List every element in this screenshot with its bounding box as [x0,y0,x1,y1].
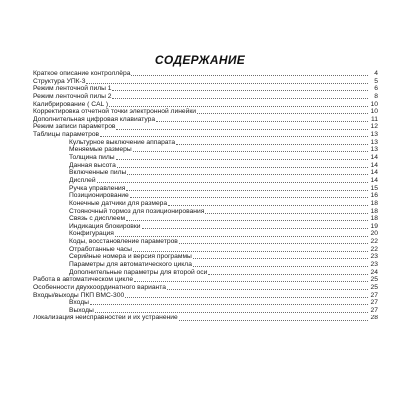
toc-entry[interactable] [33,315,378,323]
toc-entry-label: Связь с дисплеем [69,215,126,223]
toc-dot-leader [95,312,368,313]
toc-entry[interactable] [33,139,378,147]
toc-entry-label: Выходы [69,306,94,314]
toc-entry-page-number: 27 [370,299,378,307]
toc-entry-label: Локализация неисправностей и их устранение [33,314,178,322]
toc-dot-leader [126,220,368,221]
toc-entry-label: Ручка управления [69,184,126,192]
toc-dot-leader [142,228,368,229]
toc-dot-leader [197,113,368,114]
toc-entry[interactable] [33,101,378,109]
toc-entry[interactable] [33,261,378,269]
toc-entry[interactable] [33,154,378,162]
toc-entry-page-number: 10 [370,108,378,116]
toc-entry-label: Стояночный тормоз для позиционирования [69,207,205,215]
toc-entry[interactable] [33,177,378,185]
toc-dot-leader [130,197,368,198]
toc-entry[interactable] [33,116,378,124]
toc-dot-leader [90,304,368,305]
toc-dot-leader [179,243,368,244]
toc-entry[interactable] [33,200,378,208]
toc-entry[interactable] [33,93,378,101]
toc-entry-page-number: 14 [370,176,378,184]
toc-entry[interactable] [33,185,378,193]
toc-dot-leader [112,98,368,99]
toc-entry-page-number: 8 [374,92,378,100]
toc-entry-page-number: 10 [370,100,378,108]
toc-entry[interactable] [33,192,378,200]
toc-title: СОДЕРЖАНИЕ [154,53,246,67]
toc-entry-page-number: 13 [370,131,378,139]
toc-dot-leader [167,289,368,290]
toc-entry[interactable] [33,70,378,78]
toc-dot-leader [176,144,368,145]
toc-entry-page-number: 25 [370,276,378,284]
toc-dot-leader [109,106,368,107]
toc-entry-label: Дисплей [69,176,96,184]
toc-dot-leader [112,90,368,91]
toc-dot-leader [134,281,368,282]
toc-entry[interactable] [33,238,378,246]
toc-entry-page-number: 23 [370,253,378,261]
toc-entry[interactable] [33,131,378,139]
toc-dot-leader [156,121,368,122]
toc-entry-label: Культурное выключение аппарата [69,138,176,146]
toc-entry-label: Корректировка отчетной точки электронной линейки [33,108,196,116]
toc-dot-leader [193,258,368,259]
toc-entry-page-number: 23 [370,261,378,268]
toc-dot-leader [116,159,368,160]
toc-entry-label: Дополнительные параметры для второй оси [69,268,208,276]
toc-dot-leader [127,174,368,175]
toc-entry-page-number: 18 [370,215,378,223]
toc-dot-leader [117,167,368,168]
toc-entry-page-number: 14 [370,169,378,177]
toc-dot-leader [131,75,368,76]
toc-dot-leader [116,129,368,130]
toc-entry-page-number: 4 [374,70,378,77]
toc-dot-leader [133,251,368,252]
toc-entry-label: Структура УПК-3 [33,77,86,85]
toc-entry[interactable] [33,299,378,307]
toc-entry-page-number: 19 [370,222,378,230]
toc-entry-page-number: 5 [374,77,378,85]
toc-dot-leader [126,190,368,191]
toc-list [33,70,378,322]
toc-dot-leader [133,151,368,152]
toc-entry-label: Краткое описание контроллёра [33,70,131,77]
toc-entry-label: Параметры для автоматического цикла [69,261,192,268]
toc-entry-page-number: 18 [370,207,378,215]
toc-entry[interactable] [33,123,378,131]
toc-entry-label: Индикация блокировки [69,222,141,230]
toc-entry-page-number: 18 [370,199,378,207]
toc-entry-label: Конфигурация [69,230,114,238]
toc-entry-page-number: 14 [370,161,378,169]
toc-entry-page-number: 25 [370,283,378,291]
toc-entry-page-number: 20 [370,230,378,238]
toc-entry-label: Отработанные часы [69,245,132,253]
toc-entry-page-number: 27 [370,291,378,299]
toc-entry[interactable] [33,292,378,300]
toc-entry-page-number: 22 [370,245,378,253]
toc-dot-leader [97,182,368,183]
toc-entry-page-number: 11 [371,115,378,123]
toc-entry-label: Коды, восстановление параметров [69,238,178,246]
toc-entry[interactable] [33,307,378,315]
toc-entry[interactable] [33,78,378,86]
toc-entry-page-number: 12 [370,123,378,131]
toc-entry-label: Меняемые размеры [69,146,132,154]
toc-entry-label: Входы/выходы ПКП ВМС-300 [33,291,125,299]
toc-entry-page-number: 15 [370,184,378,192]
toc-entry[interactable] [33,146,378,154]
toc-dot-leader [168,205,368,206]
toc-dot-leader [179,320,368,321]
toc-entry-label: Дополнительная цифровая клавиатура [33,115,156,123]
toc-entry-page-number: 13 [370,138,378,146]
toc-entry[interactable] [33,269,378,277]
toc-entry-label: Данная высота [69,161,116,169]
toc-entry[interactable] [33,169,378,177]
toc-dot-leader [100,136,368,137]
toc-dot-leader [86,83,368,84]
toc-entry-label: Таблицы параметров [33,131,100,139]
toc-entry[interactable] [33,223,378,231]
toc-entry[interactable] [33,276,378,284]
toc-entry-label: Режим записи параметров [33,123,116,131]
toc-dot-leader [115,236,368,237]
toc-entry-page-number: 22 [370,238,378,246]
toc-entry[interactable] [33,284,378,292]
toc-entry-label: Входы [69,299,89,307]
toc-entry-label: Конечные датчики для размера [69,199,168,207]
toc-entry[interactable] [33,108,378,116]
toc-entry-label: Включенные пилы [69,169,127,177]
toc-entry[interactable] [33,230,378,238]
toc-entry-label: Калибрирование ( CAL ) [33,100,109,108]
toc-entry-label: Работа в автоматическом цикле [33,276,134,284]
toc-entry-label: Серийные номера и версия программы [69,253,192,261]
toc-entry-label: Режим ленточной пилы 2 [33,92,112,100]
toc-entry-label: Особенности двухкоординатного варианта [33,283,166,291]
toc-dot-leader [125,297,368,298]
toc-entry[interactable] [33,246,378,254]
toc-entry[interactable] [33,253,378,261]
toc-entry[interactable] [33,162,378,170]
toc-entry-page-number: 13 [370,146,378,154]
toc-dot-leader [208,274,368,275]
toc-dot-leader [205,213,368,214]
toc-entry[interactable] [33,85,378,93]
toc-entry-page-number: 14 [370,154,378,162]
toc-entry-page-number: 6 [374,85,378,93]
toc-entry-label: Режим ленточной пилы 1 [33,85,112,93]
toc-entry-page-number: 16 [370,192,378,200]
toc-entry-label: Позиционирование [69,192,129,200]
toc-entry-page-number: 28 [370,314,378,322]
toc-entry-label: Толщина пилы [69,154,115,162]
toc-entry[interactable] [33,215,378,223]
toc-dot-leader [193,266,368,267]
toc-entry[interactable] [33,208,378,216]
toc-entry-page-number: 24 [370,268,378,276]
toc-entry-page-number: 27 [370,306,378,314]
